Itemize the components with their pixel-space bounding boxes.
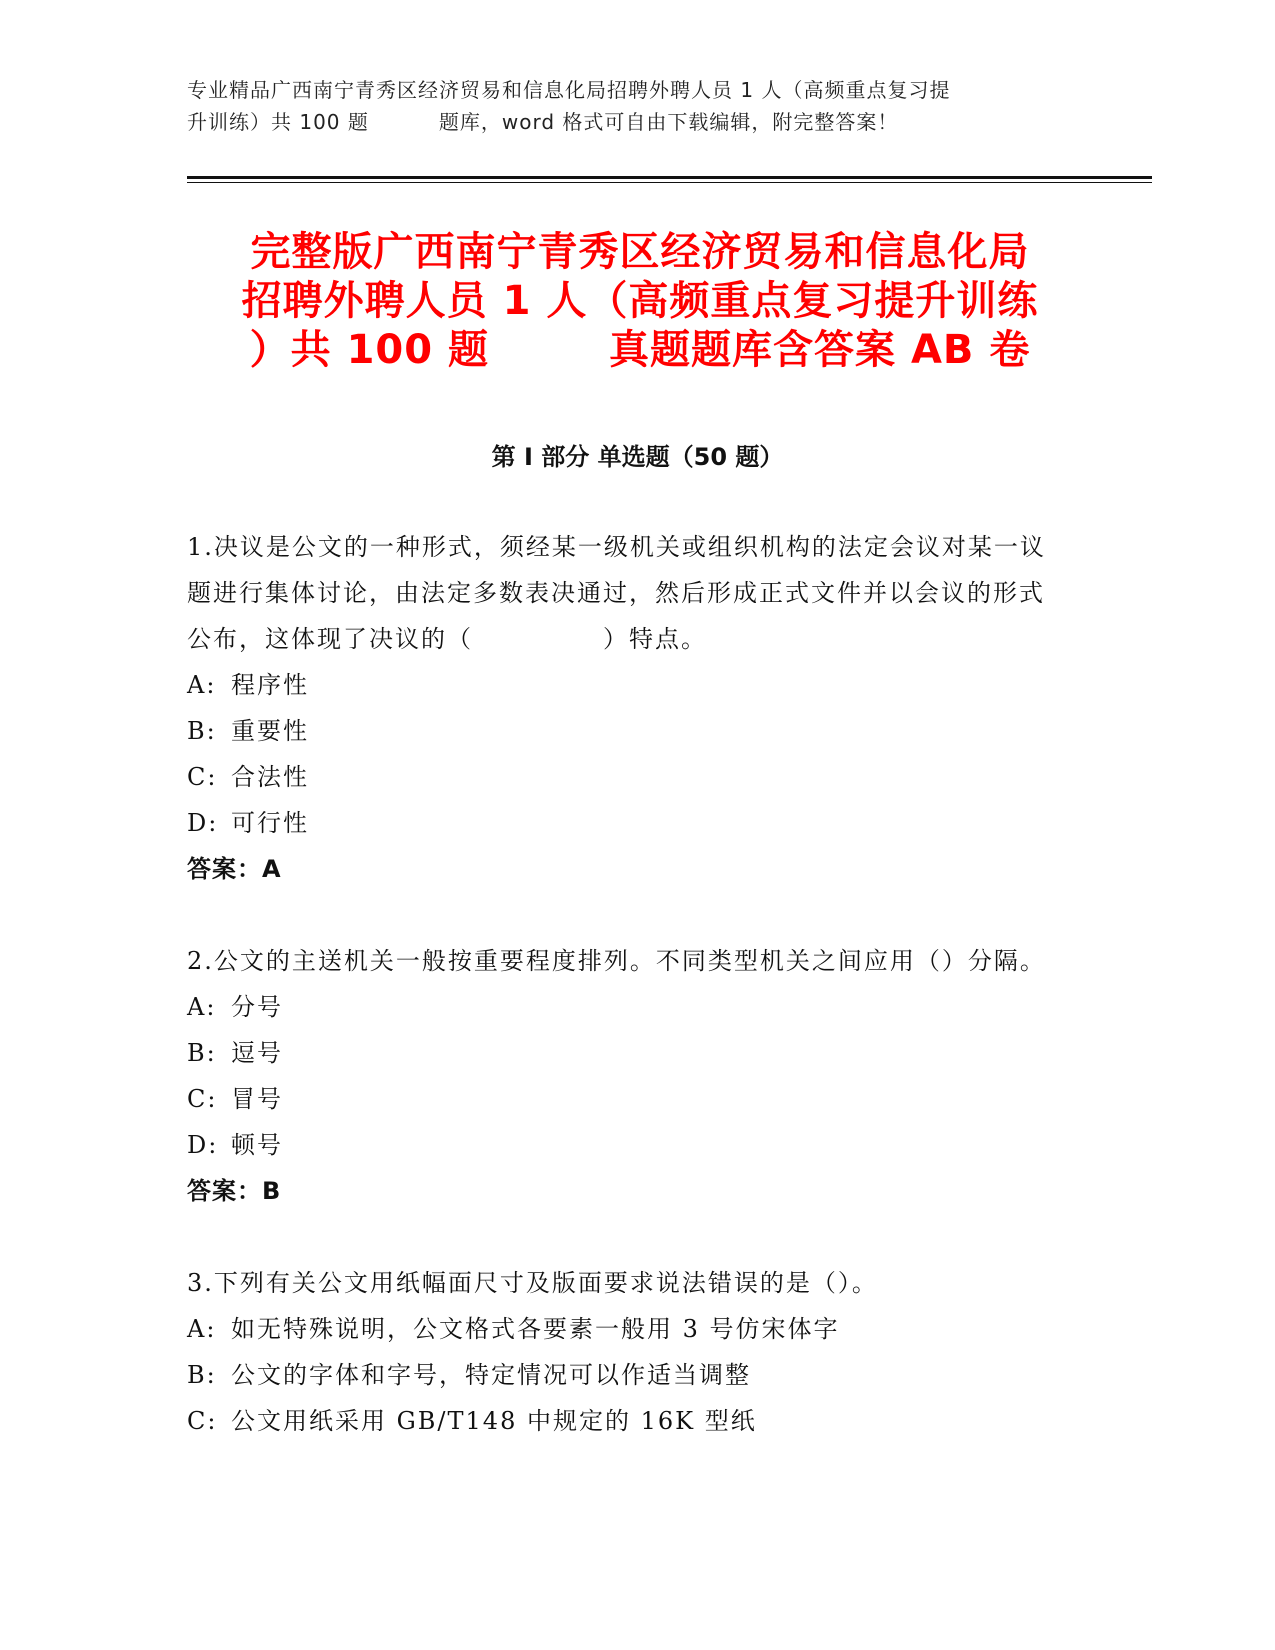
option-d <box>187 800 1067 846</box>
question-stem <box>187 524 1067 662</box>
question-3 <box>187 1260 1067 1444</box>
section-heading: 第 I 部分 单选题（50 题） <box>491 443 784 471</box>
title-line-1: 完整版广西南宁青秀区经济贸易和信息化局 <box>250 229 1030 275</box>
option-text: 程序性 <box>231 671 309 699</box>
option-text: 分号 <box>231 993 283 1021</box>
title-line-3 <box>190 326 1090 375</box>
header-note <box>187 74 1087 138</box>
option-key: D: <box>187 809 219 837</box>
option-c <box>187 1076 1067 1122</box>
header-divider-thick <box>187 176 1152 179</box>
question-list <box>187 524 1067 1444</box>
question-2 <box>187 938 1067 1214</box>
question-1 <box>187 524 1067 892</box>
option-text: 公文的字体和字号，特定情况可以作适当调整 <box>231 1361 751 1389</box>
question-stem: 2.公文的主送机关一般按重要程度排列。不同类型机关之间应用（）分隔。 <box>187 947 1046 975</box>
option-key: C: <box>187 1407 218 1435</box>
header-note-line-2-part-1: 升训练）共 100 题 <box>187 110 369 134</box>
option-text: 公文用纸采用 GB/T148 中规定的 16K 型纸 <box>231 1407 757 1435</box>
option-d <box>187 1122 1067 1168</box>
option-text: 如无特殊说明，公文格式各要素一般用 3 号仿宋体字 <box>231 1315 840 1343</box>
header-divider-thin <box>187 182 1152 183</box>
option-a <box>187 984 1067 1030</box>
question-stem-text: 1.决议是公文的一种形式，须经某一级机关或组织机构的法定会议对某一议题进行集体讨论，由法定多数表决通过，然后形成正式文件并以会议的形式公布，这体现了决议的（ <box>187 533 1046 653</box>
option-key: B: <box>187 1039 217 1067</box>
option-a <box>187 662 1067 708</box>
answer-line: 答案：A <box>187 855 282 883</box>
option-text: 逗号 <box>231 1039 283 1067</box>
option-text: 可行性 <box>231 809 309 837</box>
option-text: 顿号 <box>231 1131 283 1159</box>
header-note-line-2-part-2: 题库，word 格式可自由下载编辑，附完整答案！ <box>438 110 899 134</box>
option-key: A: <box>187 671 217 699</box>
option-key: B: <box>187 717 217 745</box>
option-key: C: <box>187 1085 218 1113</box>
header-note-line-2 <box>187 106 1087 138</box>
option-c <box>187 1398 1067 1444</box>
option-b <box>187 1352 1067 1398</box>
answer-line: 答案：B <box>187 1177 282 1205</box>
option-key: A: <box>187 993 217 1021</box>
option-b <box>187 708 1067 754</box>
header-note-line-1: 专业精品广西南宁青秀区经济贸易和信息化局招聘外聘人员 1 人（高频重点复习提 <box>187 78 951 102</box>
option-a <box>187 1306 1067 1352</box>
title-line-2: 招聘外聘人员 1 人（高频重点复习提升训练 <box>241 278 1039 324</box>
document-title <box>190 228 1090 375</box>
option-b <box>187 1030 1067 1076</box>
title-line-3-part-1: ）共 100 题 <box>249 327 490 373</box>
option-key: B: <box>187 1361 217 1389</box>
option-c <box>187 754 1067 800</box>
question-stem-tail: ）特点。 <box>603 625 707 653</box>
question-stem: 3.下列有关公文用纸幅面尺寸及版面要求说法错误的是（）。 <box>187 1269 878 1297</box>
title-line-3-part-2: 真题题库含答案 AB 卷 <box>609 327 1031 373</box>
option-key: D: <box>187 1131 219 1159</box>
option-text: 重要性 <box>231 717 309 745</box>
option-text: 冒号 <box>231 1085 283 1113</box>
option-key: C: <box>187 763 218 791</box>
option-text: 合法性 <box>231 763 309 791</box>
option-key: A: <box>187 1315 217 1343</box>
